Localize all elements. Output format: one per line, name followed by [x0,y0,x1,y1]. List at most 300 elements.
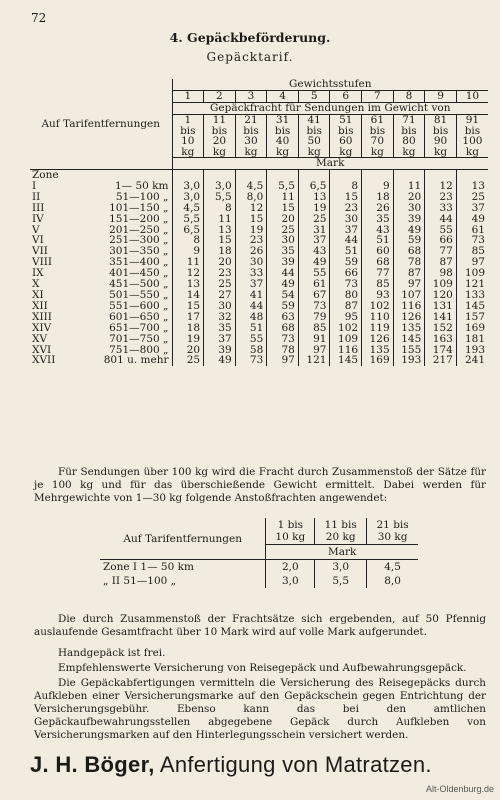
zone-number: VII [32,246,48,258]
freight-value: 102 [330,323,362,334]
zone-number: V [32,224,40,236]
freight-value: 157 [456,312,488,323]
source-credit: Alt-Oldenburg.de [425,784,494,794]
freight-value: 59 [330,257,362,268]
weight-unit: kg [181,145,195,158]
table-row [30,203,488,214]
freight-value: 37 [298,235,330,246]
freight-value: 73 [235,355,267,366]
zone-number: XIV [32,322,52,334]
freight-value: 133 [456,290,488,301]
freight-value: 193 [393,355,425,366]
distance-range: 101—150 „ [60,203,172,214]
freight-value: 5,5 [204,192,236,203]
freight-value: 3,0 [204,181,236,192]
freight-value: 116 [393,301,425,312]
weight-bis: bis [401,124,417,137]
weight-unit: kg [339,145,353,158]
weight-unit: kg [465,145,479,158]
freight-value: 109 [330,334,362,345]
weight-level: 4 [267,91,299,103]
small-zone-label: Zone I 1— 50 km [100,560,266,575]
freight-value: 25 [204,279,236,290]
distance-range: 501—550 „ [60,290,172,301]
weight-from: 61 [370,114,385,126]
freight-value: 87 [393,268,425,279]
weight-level: 10 [456,91,488,103]
freight-value: 8,0 [235,192,267,203]
freight-value: 73 [456,235,488,246]
freight-value: 27 [204,290,236,301]
freight-value: 19 [186,333,201,345]
small-header-row [100,518,418,545]
weight-range [456,115,488,158]
freight-value: 8 [330,181,362,192]
freight-value: 19 [298,203,330,214]
freight-value: 49 [456,214,488,225]
weight-to: 70 [370,135,385,147]
freight-value: 31 [298,225,330,236]
small-weight-range [367,518,418,545]
freight-value: 155 [393,345,425,356]
freight-value: 11 [267,192,299,203]
zone-number: IX [32,268,44,280]
freight-value: 126 [362,334,394,345]
freight-value: 102 [362,301,394,312]
freight-value: 13 [186,279,201,290]
freight-value: 44 [330,235,362,246]
small-freight-value: 2,0 [281,561,299,573]
weight-from: 71 [402,114,416,126]
weight-bis: bis [464,124,481,137]
weight-unit: kg [307,145,321,158]
weight-to: 20 [212,135,227,147]
supplement-table [100,518,418,588]
weight-from: 31 [275,114,290,126]
freight-value: 26 [235,246,267,257]
zone-number: XIII [32,311,52,323]
weight-unit: kg [276,145,290,158]
freight-value: 87 [330,301,362,312]
freight-value: 3,0 [183,191,201,203]
freight-value: 6,5 [183,224,201,236]
zone-label-row [30,170,488,181]
small-freight-value: 4,5 [367,560,418,575]
freight-value: 19 [235,225,267,236]
freight-value: 30 [267,235,299,246]
weight-unit: kg [244,145,258,158]
freight-value: 18 [186,322,201,334]
freight-value: 95 [330,312,362,323]
freight-value: 39 [267,257,299,268]
freight-value: 4,5 [183,202,201,214]
weight-range [235,115,267,158]
distance-range: 151—200 „ [60,214,172,225]
weight-from: 11 [212,114,227,126]
freight-value: 68 [393,246,425,257]
freight-value: 55 [298,268,330,279]
freight-value: 35 [267,246,299,257]
freight-value: 68 [362,257,394,268]
freight-value: 44 [425,214,457,225]
freight-value: 26 [362,203,394,214]
zone-number: XI [32,289,44,301]
freight-value: 135 [362,345,394,356]
freight-value: 11 [393,181,425,192]
zone-label: Zone [32,169,59,181]
empty-cell [172,170,204,181]
freight-value: 9 [362,181,394,192]
insurance-heading: Empfehlenswerte Versicherung von Reisegepäck und Aufbewahrungsgepäck. [58,662,467,674]
weight-range [172,115,204,158]
freight-value: 97 [267,355,299,366]
freight-value: 41 [235,290,267,301]
freight-value: 11 [204,214,236,225]
weight-from: 51 [339,114,353,126]
freight-value: 15 [186,300,201,312]
hand-luggage-note: Handgepäck ist frei. [58,647,166,659]
freight-value: 37 [330,225,362,236]
freight-value: 12 [235,203,267,214]
weight-range [330,115,362,158]
freight-value: 12 [425,181,457,192]
small-weight-range [315,518,367,545]
currency-header: Mark [172,158,488,170]
weight-level: 5 [298,91,330,103]
advertisement [30,752,432,778]
freight-value: 30 [393,203,425,214]
weight-to: 100 [462,135,483,147]
freight-value: 37 [456,203,488,214]
freight-value: 85 [362,279,394,290]
empty-cell [204,170,236,181]
weight-to: 50 [307,135,321,147]
freight-value: 61 [456,225,488,236]
table-row [30,290,488,301]
freight-value: 23 [204,268,236,279]
weight-to: 40 [275,135,290,147]
zone-label-spacer [60,170,172,181]
freight-value: 11 [186,257,201,269]
freight-value: 80 [330,290,362,301]
freight-value: 145 [330,355,362,366]
table-row [30,323,488,334]
freight-value: 20 [186,344,201,356]
freight-value: 60 [362,246,394,257]
weight-level: 9 [425,91,457,103]
small-freight-value: 3,0 [281,575,299,587]
weight-from: 81 [433,114,448,126]
zone-number: XVI [32,344,52,356]
distance-range: 801 u. mehr [60,355,172,366]
weight-bis: bis [274,124,291,137]
row-header-label: Auf Tarifentfernungen [30,79,172,170]
freight-value: 25 [267,225,299,236]
freight-value: 59 [393,235,425,246]
freight-value: 20 [267,214,299,225]
freight-value: 17 [186,311,201,323]
freight-value: 78 [393,257,425,268]
distance-range: 701—750 „ [60,334,172,345]
empty-cell [298,170,330,181]
freight-value: 6,5 [298,181,330,192]
freight-value: 49 [298,257,330,268]
distance-range: 1— 50 km [60,181,172,192]
freight-header: Gepäckfracht für Sendungen im Gewicht von [210,102,451,114]
freight-value: 8 [204,203,236,214]
freight-value: 119 [362,323,394,334]
freight-value: 20 [393,192,425,203]
weight-range [393,115,425,158]
freight-value: 141 [425,312,457,323]
freight-value: 163 [425,334,457,345]
table-row [30,301,488,312]
freight-value: 33 [235,268,267,279]
distance-range: 351—400 „ [60,257,172,268]
freight-value: 32 [204,312,236,323]
freight-value: 152 [425,323,457,334]
freight-value: 12 [186,268,201,280]
zone-number: XVII [32,355,56,367]
freight-value: 93 [362,290,394,301]
freight-value: 39 [393,214,425,225]
weight-bis: bis [432,124,449,137]
freight-value: 73 [298,301,330,312]
table-row [30,355,488,366]
freight-value: 193 [456,345,488,356]
table-row [30,214,488,225]
empty-cell [267,170,299,181]
small-weight-to: 10 kg [275,531,306,543]
freight-value: 30 [330,214,362,225]
header-row-stufen [30,79,488,91]
freight-value: 58 [235,345,267,356]
freight-value: 61 [298,279,330,290]
small-currency-header: Mark [266,545,418,560]
small-weight-range [266,518,315,545]
distance-range: 651—700 „ [60,323,172,334]
freight-value: 8 [193,235,201,247]
freight-value: 13 [204,225,236,236]
section-subtitle: Gepäcktarif. [206,50,294,64]
weight-range [362,115,394,158]
freight-value: 44 [235,301,267,312]
freight-value: 51 [235,323,267,334]
freight-value: 77 [425,246,457,257]
freight-value: 37 [204,334,236,345]
weight-level: 3 [235,91,267,103]
small-freight-value: 3,0 [315,560,367,575]
empty-cell [362,170,394,181]
small-table-row [100,574,418,588]
distance-range: 451—500 „ [60,279,172,290]
distance-range: 401—450 „ [60,268,172,279]
freight-value: 109 [425,279,457,290]
weight-level: 6 [330,91,362,103]
weight-level: 1 [172,91,204,103]
weight-bis: bis [306,124,322,137]
freight-value: 15 [267,203,299,214]
freight-value: 63 [267,312,299,323]
table-row [30,279,488,290]
freight-value: 25 [456,192,488,203]
weight-level: 7 [362,91,394,103]
freight-value: 9 [193,246,201,258]
freight-value: 23 [330,203,362,214]
small-freight-value: 5,5 [315,574,367,588]
table-row [30,246,488,257]
small-weight-from: 11 bis [324,519,357,531]
freight-value: 54 [267,290,299,301]
freight-value: 145 [393,334,425,345]
weight-from: 91 [465,114,480,126]
freight-value: 15 [235,214,267,225]
weight-bis: bis [211,124,228,137]
freight-value: 30 [235,257,267,268]
empty-cell [330,170,362,181]
table-row [30,268,488,279]
freight-value: 169 [456,323,488,334]
freight-value: 66 [330,268,362,279]
freight-value: 39 [204,345,236,356]
weight-from: 41 [307,114,321,126]
distance-range: 751—800 „ [60,345,172,356]
zone-number: III [32,202,45,214]
small-table-row [100,560,418,575]
weight-from: 21 [244,114,258,126]
weight-to: 10 [181,135,195,147]
freight-value: 97 [298,345,330,356]
table-row [30,312,488,323]
zone-number: XV [32,333,48,345]
freight-value: 48 [235,312,267,323]
freight-value: 135 [393,323,425,334]
freight-value: 23 [235,235,267,246]
freight-value: 126 [393,312,425,323]
freight-value: 43 [362,225,394,236]
table-row [30,235,488,246]
table-row [30,225,488,236]
freight-value: 49 [393,225,425,236]
weight-unit: kg [212,145,226,158]
distance-range: 51—100 „ [60,192,172,203]
freight-value: 85 [456,246,488,257]
freight-value: 174 [425,345,457,356]
section-title: 4. Gepäckbeförderung. [169,30,331,45]
freight-value: 97 [456,257,488,268]
insurance-note: Die Gepäckabfertigungen vermitteln die Versicherung des Reisegepäcks durch Aufkleben einer Versicherungsmarke auf den Gepäckschein gegen Entrichtung der Versicherungsgebühr. Ebenso kann das bei den amtlichen Gepäckaufbewahrungsstellen abgegebene Gepäck durch Aufkleben von Versicherungsmarken auf den Hinterlegungsschein versichert werden. [34,677,486,741]
weight-unit: kg [434,145,448,158]
distance-range: 201—250 „ [60,225,172,236]
table-row [30,181,488,192]
freight-value: 13 [456,181,488,192]
weight-range [425,115,457,158]
zone-number: XII [32,300,48,312]
freight-value: 18 [362,192,394,203]
weight-range [267,115,299,158]
weight-level: 8 [393,91,425,103]
freight-value: 23 [425,192,457,203]
freight-value: 25 [186,355,201,367]
small-row-header: Auf Tarifentfernungen [100,518,266,560]
freight-value: 15 [204,235,236,246]
freight-value: 3,0 [183,180,201,192]
freight-value: 79 [298,312,330,323]
zone-number: VIII [32,257,53,269]
table-row [30,334,488,345]
freight-value: 55 [235,334,267,345]
freight-value: 87 [425,257,457,268]
freight-value: 85 [298,323,330,334]
weight-bis: bis [243,124,259,137]
freight-value: 13 [298,192,330,203]
empty-cell [235,170,267,181]
freight-value: 5,5 [183,213,201,225]
freight-value: 181 [456,334,488,345]
small-freight-value: 8,0 [367,574,418,588]
page-number: 72 [31,11,47,25]
freight-value: 49 [204,355,236,366]
advertiser-text: Anfertigung von Matratzen. [159,752,432,777]
small-weight-from: 21 bis [376,519,409,531]
freight-value: 73 [330,279,362,290]
freight-value: 77 [362,268,394,279]
freight-value: 59 [267,301,299,312]
freight-value: 14 [186,289,201,301]
weight-levels-header: Gewichtsstufen [172,79,488,91]
freight-value: 217 [425,355,457,366]
weight-to: 90 [433,135,448,147]
weight-to: 30 [244,135,258,147]
rounding-note: Die durch Zusammenstoß der Frachtsätze sich ergebenden, auf 50 Pfennig auslaufende Gesamtfracht über 10 Mark wird auf volle Mark aufgerundet. [34,613,486,638]
small-zone-label: „ II 51—100 „ [100,574,266,588]
note-over-100kg: Für Sendungen über 100 kg wird die Fracht durch Zusammenstoß der Sätze für je 100 kg und für das überschießende Gewicht ermittelt. Dabei werden für Mehrgewichte von 1—30 kg folgende Anstoßfrachten angewendet: [34,466,486,504]
freight-value: 91 [298,334,330,345]
freight-value: 66 [425,235,457,246]
empty-cell [393,170,425,181]
distance-range: 601—650 „ [60,312,172,323]
freight-value: 78 [267,345,299,356]
freight-value: 120 [425,290,457,301]
weight-unit: kg [402,145,416,158]
freight-value: 4,5 [235,181,267,192]
freight-value: 33 [425,203,457,214]
freight-value: 18 [204,246,236,257]
small-weight-to: 30 kg [377,531,408,543]
freight-value: 109 [456,268,488,279]
freight-value: 35 [204,323,236,334]
table-row [30,257,488,268]
zone-number: IV [32,213,44,225]
zone-number: I [32,180,37,192]
freight-value: 5,5 [267,181,299,192]
weight-bis: bis [338,124,354,137]
freight-value: 73 [267,334,299,345]
freight-value: 51 [362,235,394,246]
freight-value: 43 [298,246,330,257]
freight-value: 121 [298,355,330,366]
weight-bis: bis [369,124,386,137]
freight-value: 68 [267,323,299,334]
weight-range [298,115,330,158]
weight-range [204,115,236,158]
freight-value: 110 [362,312,394,323]
freight-value: 116 [330,345,362,356]
freight-value: 131 [425,301,457,312]
empty-cell [425,170,457,181]
small-weight-from: 1 bis [277,519,304,531]
freight-value: 49 [267,279,299,290]
